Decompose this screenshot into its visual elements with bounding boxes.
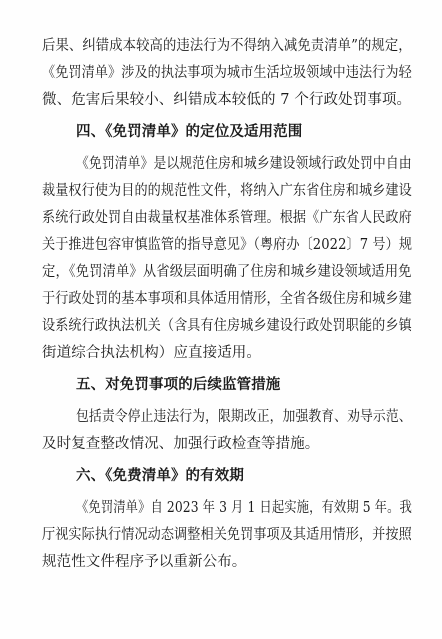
paragraph-line: 《免罚清单》自 2023 年 3 月 1 日起实施，有效期 5 年。我	[76, 500, 412, 516]
paragraph-line: 后果、纠错成本较高的违法行为不得纳入减免责清单”的规定，	[42, 38, 412, 54]
paragraph-line: 厅视实际执行情况动态调整相关免罚事项及其适用情形，并按照	[42, 527, 412, 543]
paragraph-line: 设系统行政执法机关（含具有住房城乡建设行政处罚职能的乡镇	[42, 318, 412, 334]
paragraph-line: 关于推进包容审慎监管的指导意见》（粤府办〔2022〕7 号）规	[42, 237, 413, 253]
paragraph-line: 定，《免罚清单》从省级层面明确了住房和城乡建设领域适用免	[42, 264, 412, 280]
paragraph-line: 规范性文件程序予以重新公布。	[42, 554, 247, 570]
paragraph-line: 于行政处罚的基本事项和具体适用情形，全省各级住房和城乡建	[42, 291, 412, 307]
paragraph-line: 包括责令停止违法行为，限期改正，加强教育、劝导示范、	[76, 409, 412, 425]
paragraph-line: 系统行政处罚自由裁量权基准体系管理。根据《广东省人民政府	[42, 210, 412, 226]
section-heading-6: 六、《免费清单》的有效期	[76, 468, 244, 484]
paragraph-line: 及时复查整改情况、加强行政检查等措施。	[42, 436, 320, 452]
section-heading-5: 五、对免罚事项的后续监管措施	[76, 377, 281, 393]
paragraph-line: 街道综合执法机构）应直接适用。	[42, 345, 261, 361]
paragraph-line: 《免罚清单》涉及的执法事项为城市生活垃圾领域中违法行为轻	[42, 65, 412, 81]
paragraph-line: 《免罚清单》是以规范住房和城乡建设领域行政处罚中自由	[76, 156, 412, 172]
paragraph-line: 裁量权行使为目的的规范性文件，将纳入广东省住房和城乡建设	[42, 183, 412, 199]
section-heading-4: 四、《免罚清单》的定位及适用范围	[76, 124, 303, 140]
paragraph-line: 微、危害后果较小、纠错成本较低的 7 个行政处罚事项。	[42, 92, 412, 108]
